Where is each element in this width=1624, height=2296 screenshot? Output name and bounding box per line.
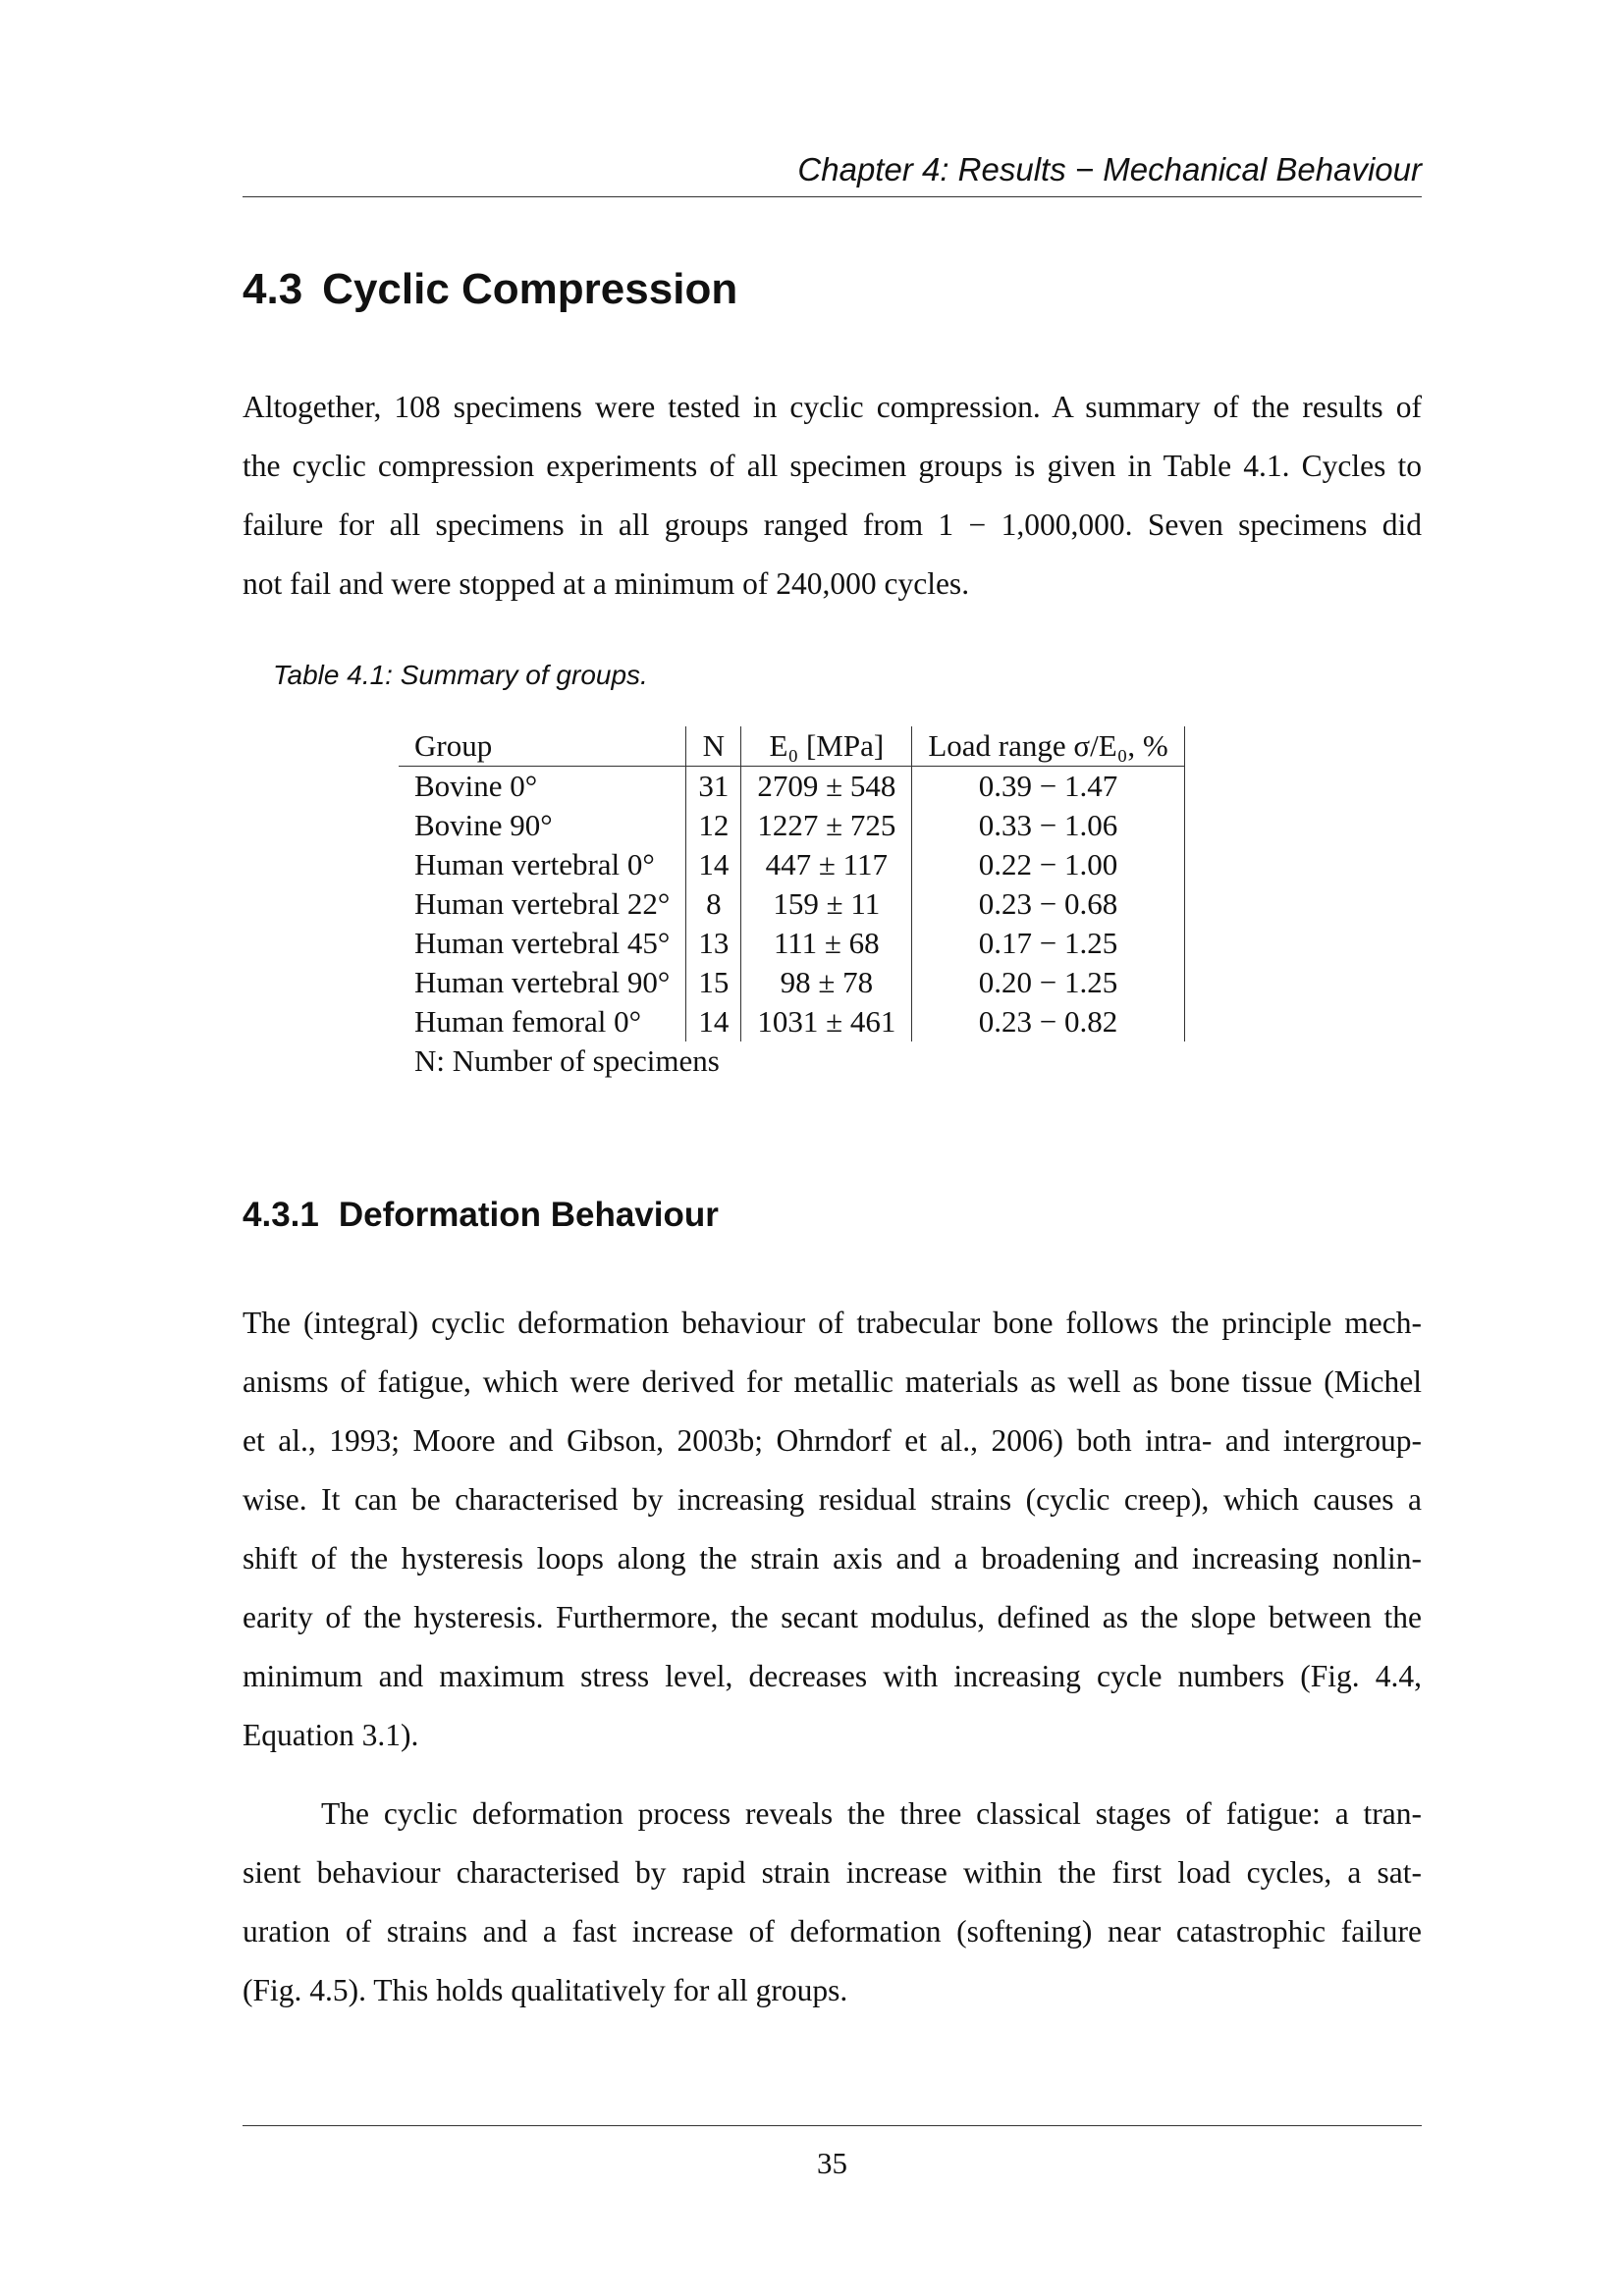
cell-e0: 111 ± 68 [741, 924, 912, 963]
cell-group: Human vertebral 22° [399, 884, 686, 924]
paragraph-line: uration of strains and a fast increase of deformation (softening) near catastrophic failure [243, 1914, 1422, 1949]
cell-n: 8 [686, 884, 741, 924]
subsection-number: 4.3.1 [243, 1196, 319, 1234]
cell-e0: 159 ± 11 [741, 884, 912, 924]
header-rule [243, 196, 1422, 197]
cell-load-range: 0.23 − 0.82 [912, 1002, 1184, 1041]
table-header-row [399, 726, 1184, 767]
cell-n: 14 [686, 845, 741, 884]
column-header-load-range: Load range σ/E₀, % [912, 726, 1184, 767]
table-row [399, 963, 1184, 1002]
cell-load-range: 0.39 − 1.47 [912, 767, 1184, 807]
cell-load-range: 0.23 − 0.68 [912, 884, 1184, 924]
cell-load-range: 0.17 − 1.25 [912, 924, 1184, 963]
intro-paragraph [243, 378, 1422, 614]
cell-group: Human vertebral 0° [399, 845, 686, 884]
paragraph-line: The (integral) cyclic deformation behaviour of trabecular bone follows the principle mech- [243, 1306, 1422, 1340]
table-row [399, 1002, 1184, 1041]
cell-e0: 1227 ± 725 [741, 806, 912, 845]
paragraph-line: anisms of fatigue, which were derived for metallic materials as well as bone tissue (Michel [243, 1364, 1422, 1399]
table-note-row [399, 1041, 1184, 1081]
table-row [399, 767, 1184, 807]
cell-n: 14 [686, 1002, 741, 1041]
table-row [399, 884, 1184, 924]
paragraph-line: Altogether, 108 specimens were tested in cyclic compression. A summary of the results of [243, 390, 1422, 424]
table-row [399, 924, 1184, 963]
cell-e0: 2709 ± 548 [741, 767, 912, 807]
cell-load-range: 0.22 − 1.00 [912, 845, 1184, 884]
body-paragraph-2 [243, 1785, 1422, 2020]
cell-n: 31 [686, 767, 741, 807]
cell-n: 13 [686, 924, 741, 963]
column-header-n: N [686, 726, 741, 767]
cell-group: Bovine 0° [399, 767, 686, 807]
paragraph-line: et al., 1993; Moore and Gibson, 2003b; Ohrndorf et al., 2006) both intra- and intergroup- [243, 1423, 1422, 1458]
paragraph-line: failure for all specimens in all groups ranged from 1 − 1,000,000. Seven specimens did [243, 507, 1422, 542]
section-number: 4.3 [243, 265, 303, 313]
paragraph-line: sient behaviour characterised by rapid strain increase within the first load cycles, a sat- [243, 1855, 1422, 1890]
cell-e0: 447 ± 117 [741, 845, 912, 884]
subsection-title: Deformation Behaviour [338, 1196, 719, 1234]
footer-rule [243, 2125, 1422, 2126]
page-number: 35 [817, 2146, 847, 2180]
table-row [399, 845, 1184, 884]
paragraph-line: not fail and were stopped at a minimum of 240,000 cycles. [243, 566, 970, 601]
paragraph-line: wise. It can be characterised by increasing residual strains (cyclic creep), which causes a [243, 1482, 1422, 1517]
column-header-group: Group [399, 726, 686, 767]
paragraph-line: (Fig. 4.5). This holds qualitatively for all groups. [243, 1973, 848, 2007]
summary-table [399, 726, 1185, 1081]
section-heading [243, 265, 737, 314]
body-paragraph-1 [243, 1294, 1422, 1765]
running-header: Chapter 4: Results − Mechanical Behaviour [797, 151, 1422, 187]
table-note: N: Number of specimens [414, 1043, 720, 1078]
subsection-heading [243, 1196, 719, 1235]
table-row [399, 806, 1184, 845]
paragraph-line: earity of the hysteresis. Furthermore, the secant modulus, defined as the slope between the [243, 1600, 1422, 1634]
cell-group: Human vertebral 45° [399, 924, 686, 963]
paragraph-line: minimum and maximum stress level, decreases with increasing cycle numbers (Fig. 4.4, [243, 1659, 1422, 1693]
cell-n: 12 [686, 806, 741, 845]
paragraph-line: shift of the hysteresis loops along the strain axis and a broadening and increasing nonlin- [243, 1541, 1422, 1575]
cell-load-range: 0.33 − 1.06 [912, 806, 1184, 845]
cell-group: Bovine 90° [399, 806, 686, 845]
paragraph-line: the cyclic compression experiments of all specimen groups is given in Table 4.1. Cycles to [243, 449, 1422, 483]
cell-group: Human femoral 0° [399, 1002, 686, 1041]
cell-group: Human vertebral 90° [399, 963, 686, 1002]
table-caption: Table 4.1: Summary of groups. [273, 660, 648, 690]
column-header-e0: E₀ [MPa] [741, 726, 912, 767]
paragraph-line: The cyclic deformation process reveals the three classical stages of fatigue: a tran- [321, 1796, 1422, 1831]
paragraph-line: Equation 3.1). [243, 1718, 419, 1752]
cell-e0: 98 ± 78 [741, 963, 912, 1002]
cell-load-range: 0.20 − 1.25 [912, 963, 1184, 1002]
cell-n: 15 [686, 963, 741, 1002]
cell-e0: 1031 ± 461 [741, 1002, 912, 1041]
section-title: Cyclic Compression [322, 265, 738, 313]
